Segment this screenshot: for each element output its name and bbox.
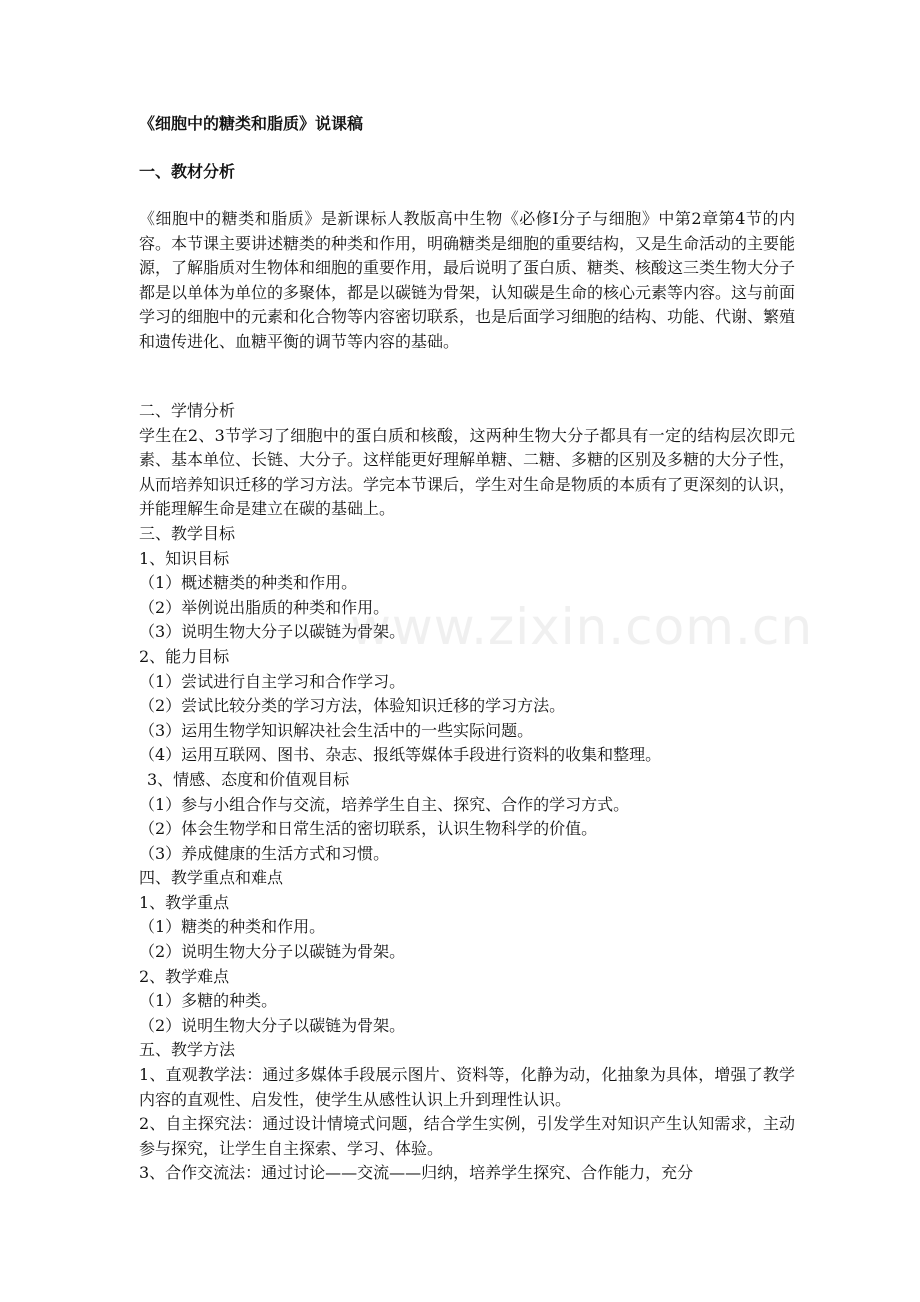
section-heading-key-difficult-points: 四、教学重点和难点 bbox=[139, 868, 284, 888]
student-analysis-paragraph: 学生在2、3节学习了细胞中的蛋白质和核酸，这两种生物大分子都具有一定的结构层次即元素、基本单位、长链、大分子。这样能更好理解单糖、二糖、多糖的区别及多糖的大分子性，从而培养知识迁移的学习方法。学完本节课后，学生对生命是物质的本质有了更深刻的认识，并能理解生命是建立在碳的基础上。 bbox=[139, 425, 796, 519]
list-item: （1）参与小组合作与交流，培养学生自主、探究、合作的学习方式。 bbox=[139, 794, 630, 814]
list-item: （1）尝试进行自主学习和合作学习。 bbox=[139, 671, 406, 691]
list-item: （3）养成健康的生活方式和习惯。 bbox=[139, 843, 390, 863]
subheading-key-points: 1、教学重点 bbox=[139, 892, 230, 912]
goal-heading-ability: 2、能力目标 bbox=[139, 646, 230, 666]
method-intuitive: 1、直观教学法：通过多媒体手段展示图片、资料等，化静为动，化抽象为具体，增强了教学内容的直观性、启发性，使学生从感性认识上升到理性认识。 bbox=[139, 1065, 795, 1109]
subheading-difficult-points: 2、教学难点 bbox=[139, 966, 230, 986]
section-heading-textbook-analysis: 一、教材分析 bbox=[139, 162, 236, 181]
method-cooperation: 3、合作交流法：通过讨论——交流——归纳，培养学生探究、合作能力，充分 bbox=[139, 1163, 694, 1183]
list-item: （1）多糖的种类。 bbox=[139, 991, 278, 1011]
list-item: （2）说明生物大分子以碳链为骨架。 bbox=[139, 1015, 406, 1035]
list-item: （2）体会生物学和日常生活的密切联系，认识生物科学的价值。 bbox=[139, 819, 598, 839]
list-item: （3）说明生物大分子以碳链为骨架。 bbox=[139, 622, 406, 642]
list-item: （2）尝试比较分类的学习方法，体验知识迁移的学习方法。 bbox=[139, 696, 566, 716]
textbook-analysis-paragraph: 《细胞中的糖类和脂质》是新课标人教版高中生物《必修Ⅰ分子与细胞》中第2章第4节的内容。本节课主要讲述糖类的种类和作用，明确糖类是细胞的重要结构，又是生命活动的主要能源，了解脂质对生物体和细胞的重要作用，最后说明了蛋白质、糖类、核酸这三类生物大分子都是以单体为单位的多聚体，都是以碳链为骨架，认知碳是生命的核心元素等内容。这与前面学习的细胞中的元素和化合物等内容密切联系，也是后面学习细胞的结构、功能、代谢、繁殖和遗传进化、血糖平衡的调节等内容的基础。 bbox=[139, 209, 796, 351]
goal-heading-knowledge: 1、知识目标 bbox=[139, 548, 230, 568]
list-item: （2）说明生物大分子以碳链为骨架。 bbox=[139, 942, 406, 962]
section-heading-student-analysis: 二、学情分析 bbox=[139, 401, 236, 420]
document-title: 《细胞中的糖类和脂质》说课稿 bbox=[139, 114, 364, 133]
list-item: （3）运用生物学知识解决社会生活中的一些实际问题。 bbox=[139, 720, 534, 740]
method-self-inquiry: 2、自主探究法：通过设计情境式问题，结合学生实例，引发学生对知识产生认知需求，主动参与探究，让学生自主探索、学习、体验。 bbox=[139, 1114, 795, 1158]
section-heading-teaching-goals: 三、教学目标 bbox=[139, 523, 236, 543]
section-heading-teaching-methods: 五、教学方法 bbox=[139, 1040, 236, 1060]
watermark: www.zixin.com.cn bbox=[350, 598, 814, 656]
content-body bbox=[139, 399, 795, 1186]
list-item: （1）糖类的种类和作用。 bbox=[139, 917, 326, 937]
list-item: （1）概述糖类的种类和作用。 bbox=[139, 573, 358, 593]
goal-heading-emotion: 3、情感、态度和价值观目标 bbox=[147, 769, 350, 789]
list-item: （2）举例说出脂质的种类和作用。 bbox=[139, 597, 390, 617]
list-item: （4）运用互联网、图书、杂志、报纸等媒体手段进行资料的收集和整理。 bbox=[139, 745, 662, 765]
